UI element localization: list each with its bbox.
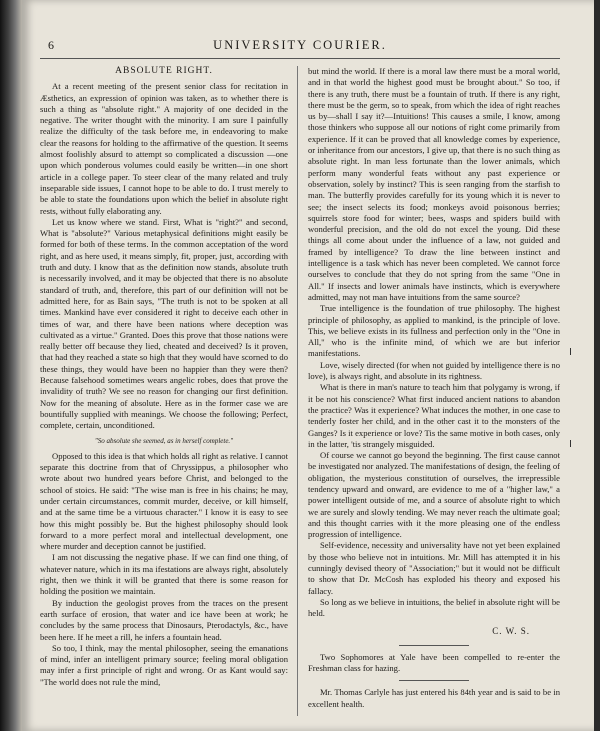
header-rule	[40, 58, 560, 59]
page-header	[40, 38, 560, 54]
article-paragraph: Self-evidence, necessity and universality have not yet been explained by those who believe not in intuitions. Mr. Mill has attempted it in his cunningly devised theory of "Association;" but it would not be difficult to show that Dr. McCosh has exploded his theory and exposed his fallacy.	[308, 540, 560, 596]
article-paragraph: True intelligence is the foundation of true philosophy. The highest principle of philosophy, as applied to mankind, is the principle of love. This, we believe exists in its fullness and perfection only in the "One in All," who is the infinite mind, of which we are but inferior manifestations.	[308, 303, 560, 359]
article-title: ABSOLUTE RIGHT.	[115, 66, 213, 76]
article-paragraph: Let us know where we stand. First, What is "right?" and second, What is "absolute?" Various metaphysical definitions might easily be formed for both of these terms. In the common acceptation of the word right, and as here used, it means simply, fit, proper, just, according with truth and duty. I know that as the definition now stands, absolute truth is necessarily involved, and it may be objected that there is no absolute standard of truth, and, therefore, this part of our definition will not be admitted here, for as Bain says, "The truth is not to be spoken at all times. Mankind have ever considered it right to deceive each other in times of war, and there have been nations where deception was cultivated as a virtue." Granted. Does this prove that those nations were really better off because they lied, cheated and deceived? Is it proven, that had they reached a state so high that they would have scorned to do these things, they would have been no happier than they were then? Because falsehood sometimes wears angelic robes, does that prove the invalidity of truth? We see no reason for changing our first definition. Now for the meaning of absolute. Here as in the former case we are bountifully supplied with meanings. We choose the following; Perfect, complete, certain, unconditioned.	[40, 216, 288, 431]
article-signature: C. W. S.	[492, 625, 530, 636]
margin-mark	[570, 440, 575, 447]
margin-mark	[570, 348, 575, 355]
article-paragraph: So long as we believe in intuitions, the belief in absolute right will be held.	[308, 596, 560, 619]
section-rule	[399, 645, 469, 646]
article-paragraph: What is there in man's nature to teach him that polygamy is wrong, if it be not his conscience? What first induced ancient nations to abandon the practice? Was it experience? What induces the mother, in one case to tenderly foster her child, and in the other cast it to the monsters of the Ganges? Is it experience or love? Tis the same motive in both cases, only in the latter, 'tis strangely misguided.	[308, 382, 560, 449]
quotation: "So absolute she seemed, as in herself complete."	[94, 436, 234, 445]
article-paragraph: I am not discussing the negative phase. If we can find one thing, of whatever nature, which in its ma ifestations are always right, absolutely right, then we think it will be granted that there is some reason for holding the position we maintain.	[40, 552, 288, 597]
page-number: 6	[48, 38, 54, 52]
news-note: Two Sophomores at Yale have been compelled to re-enter the Freshman class for hazing.	[308, 651, 560, 674]
article-paragraph: So too, I think, may the mental philosopher, seeing the emanations of mind, infer an intelligent primary source; feeling moral obligation may infer a first principle of right and wrong. Or as Kant would say: "The world does not rule the mind,	[40, 642, 288, 687]
news-note: Mr. Thomas Carlyle has just entered his 84th year and is said to be in excellent health.	[308, 687, 560, 709]
section-rule	[399, 680, 469, 681]
article-paragraph: Of course we cannot go beyond the beginning. The first cause cannot be investigated nor analyzed. The manifestations of design, the feeling of obligation, the mysterious constitution of ourselves, the irrepressible tendency upward and onward, are evidence to me of a "higher law," a power intelligent outside of me, and a source of absolute right to which we are surely and slowly tending. We may never reach the ultimate goal; and this thought carries with it the more pleasing one of the endless progression of intelligence.	[308, 450, 560, 540]
left-column	[40, 66, 288, 716]
article-paragraph: but mind the world. If there is a moral law there must be a moral world, and in that world the highest good must be brought about." So too, if there is any truth, there must be a fountain of truth. If there is any right, there must be the germ, so to speak, from which the idea of right reaches us by—shall I say it?—Intuitions! This causes a smile, I know, among those thinkers who suppose all our notions of right come primarily from experience. If it can be proved that all knowledge comes by experience, or inheritance from our ancestors, I give up, that there is no such thing as absolute right. In man less fortunate than the lower animals, which perform many wonderful feats without any past experience or observation, solely by instinct? This is seen ranging from the starfish to man. The butterfly provides carefully for its young which it is never to see; the insect selects its food; monkeys avoid poisonous berries; squirrels store food for winter; bees, wasps and spiders build with wonderful precision, and the old do not excel the young. Did these things all come about under the influence of a law, not guided and framed by intelligence? To draw the line between instinct and intelligence is a task which has never been completed. We cannot force ourselves to conclude that they do not spring from the same "One in All." If insects and lower animals have instincts, which is everywhere admitted, may not man have intuitions from the same source?	[308, 66, 560, 302]
column-divider	[297, 66, 298, 716]
article-paragraph: Opposed to this idea is that which holds all right as relative. I cannot separate this doctrine from that of Chryssippus, a philosopher who wrote about two hundred years before Christ, and belonged to the school of stoics. He said: "The wise man is free in his chains; he may, under certain circumstances, commit murder, deceive, or kill himself, and at the same time be a virtuous character." I know it is easy to see how this might possibly be. But the highest philosophy should look forward to a more perfect moral and intellectual development, one where murder and deception cannot be justified.	[40, 450, 288, 552]
article-paragraph: At a recent meeting of the present senior class for recitation in Æsthetics, an expression of opinion was taken, as to whether there is such a thing as "absolute right." A majority of one decided in the negative. The writer thought with the minority. I am sure I painfully realize the difficulty of the task before me, in endeavoring to make clear the reasons for holding to the affirmative of the question. It seems almost foolishly absurd to attempt so complicated a discussion —one upon which ponderous volumes could easily be written—in one short article in a college paper. To steer clear of the many related and truly inseparable side issues, I cannot hope to be able to do. I trust merely to be able to state the foundations upon which the belief in absolute right rests, without fully elaborating any.	[40, 81, 288, 216]
running-title: UNIVERSITY COURIER.	[213, 38, 387, 52]
right-column	[308, 66, 560, 716]
page-binding-edge	[0, 0, 22, 731]
article-paragraph: By induction the geologist proves from the traces on the present earth surface of erosion, that water and ice have been at work; he concludes by the same process that Dinosaurs, Pterodactyls, &c., have been here. If he meet a rill, he infers a fountain head.	[40, 597, 288, 642]
article-paragraph: Love, wisely directed (for when not guided by intelligence there is no love), is always right, and absolute in its rightness.	[308, 359, 560, 382]
